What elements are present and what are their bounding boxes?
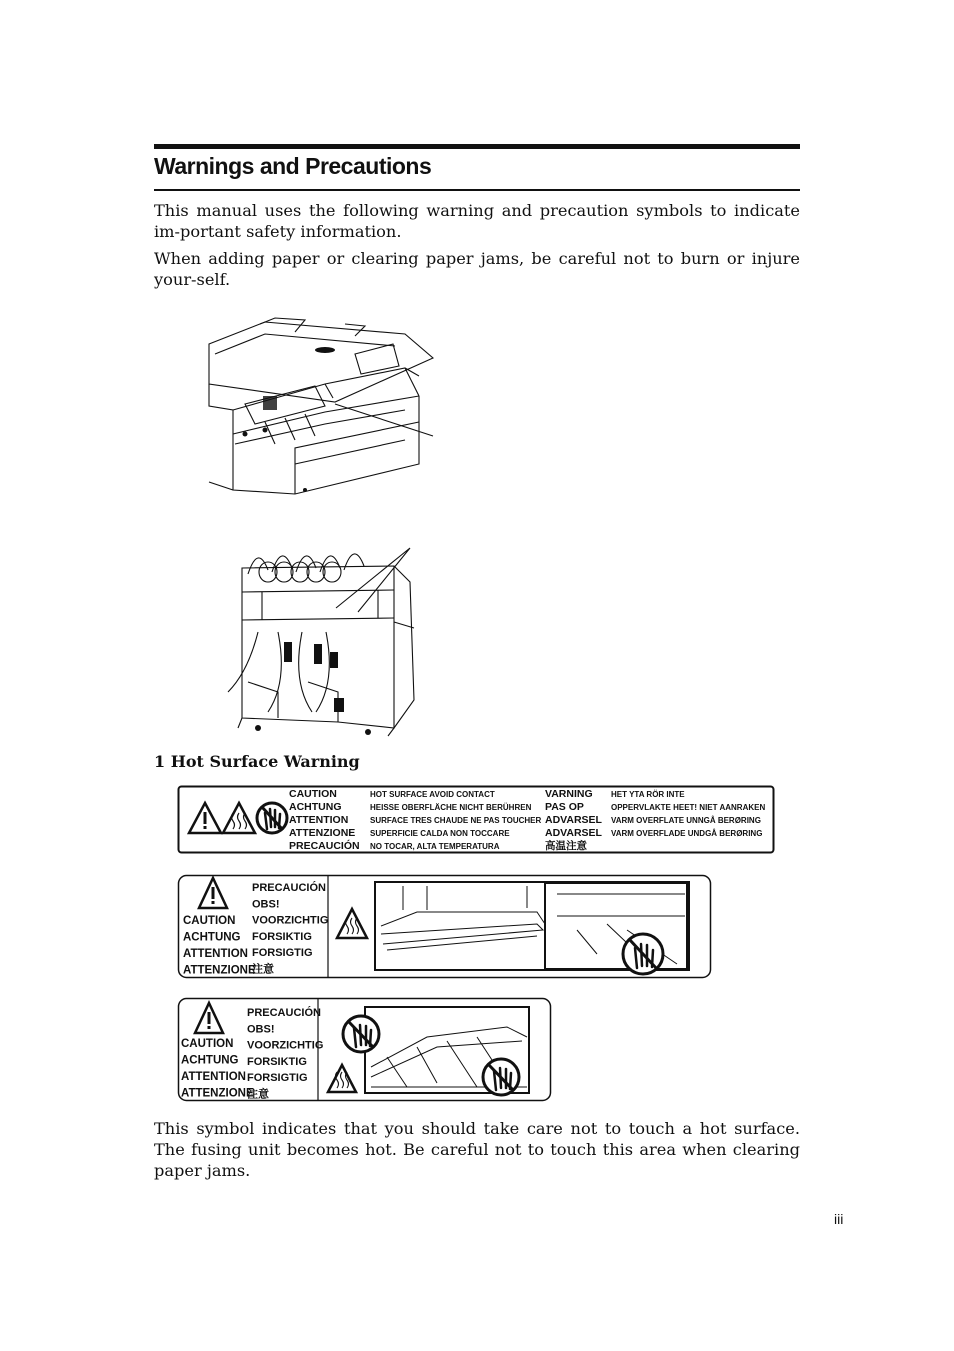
label-2-language-heading: ACHTUNG [183,931,241,944]
no-touch-hand-icon [483,1059,519,1095]
copier-open-illustration [205,314,445,496]
no-touch-hand-icon [343,1016,379,1052]
caution-paragraph: When adding paper or clearing paper jams, be careful not to burn or injure your-self. [154,249,800,289]
label-2-language-heading: ATTENTION [183,948,248,960]
label-3-language-heading: ACHTUNG [181,1054,239,1067]
label-1-language-heading: ACHTUNG [289,801,342,813]
label-1-language-heading: VARNING [545,788,593,800]
label-1-language-heading: PAS OP [545,801,584,813]
label-1-warning-text: VARM OVERFLATE UNNGÅ BERØRING [611,816,761,825]
label-3-language-heading: OBS! [247,1023,275,1036]
label-1-warning-text: SUPERFICIE CALDA NON TOCCARE [370,829,510,838]
label-1-language-heading: ADVARSEL [545,814,602,826]
hot-surface-description: This symbol indicates that you should take care not to touch a hot surface. The fusing unit becomes hot. Be careful not to touch this area when clearing paper jams. [154,1119,800,1180]
label-2-language-heading: 注意 [252,963,274,976]
label-1-warning-text: SURFACE TRES CHAUDE NE PAS TOUCHER [370,816,542,825]
heading-rule-top [154,144,800,149]
hot-surface-label-1 [177,785,775,855]
hot-surface-label-2 [177,874,712,980]
label-1-warning-text: HET YTA RÖR INTE [611,790,685,799]
label-2-language-heading: OBS! [252,898,280,911]
label-1-language-heading: ATTENTION [289,814,349,826]
label-1-language-heading: ADVARSEL [545,827,602,839]
label-2-language-heading: CAUTION [183,915,236,927]
label-3-language-heading: FORSIGTIG [247,1072,308,1085]
label-3-language-heading: ATTENTION [181,1071,246,1083]
copier-rear-illustration [218,532,424,742]
label-2-language-heading: FORSIGTIG [252,947,313,960]
heading-rule-bottom [154,189,800,191]
label-1-warning-text: NO TOCAR, ALTA TEMPERATURA [370,842,500,851]
label-3-language-heading: VOORZICHTIG [247,1039,324,1052]
label-1-warning-text: HOT SURFACE AVOID CONTACT [370,790,495,799]
label-2-language-heading: ATTENZIONE [183,964,256,977]
label-3-language-heading: PRECAUCIÓN [247,1007,321,1019]
no-touch-hand-icon [623,934,663,974]
label-1-warning-text: HEISSE OBERFLÄCHE NICHT BERÜHREN [370,803,532,812]
label-2-language-heading: VOORZICHTIG [252,914,329,927]
page-number: iii [834,1211,844,1227]
label-1-warning-text: VARM OVERFLADE UNDGÅ BERØRING [611,829,763,838]
label-3-language-heading: ATTENZIONE [181,1087,254,1100]
intro-paragraph: This manual uses the following warning and precaution symbols to indicate im-portant safety information. [154,201,800,241]
label-1-language-heading: 高温注意 [545,840,587,852]
label-2-language-heading: PRECAUCIÓN [252,882,326,894]
label-3-language-heading: 注意 [247,1088,269,1101]
label-3-language-heading: FORSIKTIG [247,1055,307,1068]
label-1-language-heading: ATTENZIONE [289,827,356,839]
label-1-language-heading: CAUTION [289,788,337,800]
figure-caption: 1 Hot Surface Warning [154,752,360,771]
label-3-language-heading: CAUTION [181,1038,234,1050]
page-title: Warnings and Precautions [154,153,432,179]
label-1-warning-text: OPPERVLAKTE HEET! NIET AANRAKEN [611,803,766,812]
label-2-language-heading: FORSIKTIG [252,930,312,943]
label-1-language-heading: PRECAUCIÓN [289,840,360,852]
hot-surface-label-3 [177,997,552,1103]
